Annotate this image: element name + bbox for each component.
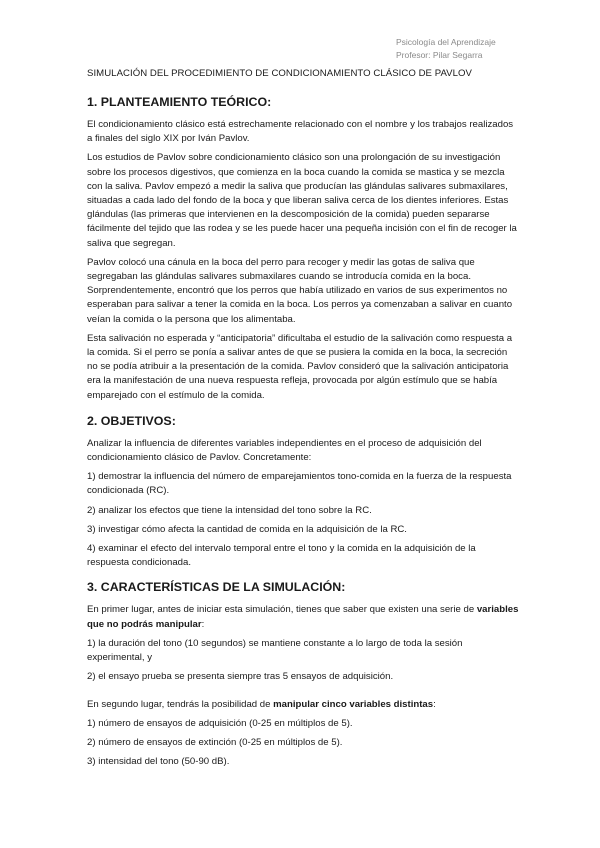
section-2-intro: Analizar la influencia de diferentes variables independientes en el proceso de adquisición del condicionamiento clásico de Pavlov. Concretamente: bbox=[87, 437, 482, 464]
section-1-heading: 1. PLANTEAMIENTO TEÓRICO: bbox=[87, 95, 272, 109]
section-2-heading: 2. OBJETIVOS: bbox=[87, 413, 176, 428]
section-3-intro-emphasis: variables que no podrás manipular bbox=[87, 604, 519, 630]
page-header bbox=[396, 36, 496, 62]
section-3-intro bbox=[87, 603, 519, 631]
variable-item: 3) intensidad del tono (50-90 dB). bbox=[87, 756, 230, 768]
section-3-second-intro bbox=[87, 698, 519, 712]
section-3-second-end: : bbox=[433, 698, 436, 710]
objective-item: 3) investigar cómo afecta la cantidad de comida en la adquisición de la RC. bbox=[87, 523, 407, 535]
objective-item: 4) examinar el efecto del intervalo temporal entre el tono y la comida en la adquisición de la respuesta condicionada. bbox=[87, 543, 476, 569]
section-1-paragraph: Los estudios de Pavlov sobre condicionamiento clásico son una prolongación de su investigación sobre los procesos digestivos, que comienza en la boca cuando la comida se mastica y se mezcla con la saliva. Pavlov empezó a medir la saliva que producían las glándulas salivares submaxilares, situadas a cada lado del fondo de la boca y que liberan saliva cerca de los dientes inferiores. Estas glándulas (las primeras que intervienen en la descomposición de la comida) pueden separarse fácilmente del tejido que las rodea y se les puede hacer una pequeña incisión con el fin de recoger la saliva que segregan. bbox=[87, 152, 517, 249]
fixed-variable-item: 2) el ensayo prueba se presenta siempre tras 5 ensayos de adquisición. bbox=[87, 671, 394, 683]
professor-name: Profesor: Pilar Segarra bbox=[396, 50, 483, 60]
variable-item: 2) número de ensayos de extinción (0-25 en múltiplos de 5). bbox=[87, 736, 343, 748]
section-1-paragraph: Esta salivación no esperada y “anticipatoria” dificultaba el estudio de la salivación como respuesta a la comida. Si el perro se ponía a salivar antes de que se pusiera la comida en la boca, la secreción no se podía atribuir a la presentación de la comida. Pavlov consideró que la salivación anticipatoria era la manifestación de una nueva respuesta refleja, provocada por algún estímulo que se había emparejado con el estímulo de la comida. bbox=[87, 332, 513, 401]
section-3-heading: 3. CARACTERÍSTICAS DE LA SIMULACIÓN: bbox=[87, 580, 346, 595]
section-1-paragraph: El condicionamiento clásico está estrechamente relacionado con el nombre y los trabajos realizados a finales del siglo XIX por Iván Pavlov. bbox=[87, 119, 514, 145]
section-3-second-emphasis: manipular cinco variables distintas bbox=[273, 698, 434, 710]
objective-item: 2) analizar los efectos que tiene la intensidad del tono sobre la RC. bbox=[87, 504, 372, 516]
document-title: SIMULACIÓN DEL PROCEDIMIENTO DE CONDICIONAMIENTO CLÁSICO DE PAVLOV bbox=[87, 68, 472, 79]
section-1-paragraph: Pavlov colocó una cánula en la boca del perro para recoger y medir las gotas de saliva que segregaban las glándulas salivares submaxilares cuando se introducía comida en la boca. Sorprendentemente, encontró que los perros que había utilizado en varios de sus experimentos no esperaban para salivar a tener la comida en la boca. Los perros ya comenzaban a salivar en cuanto veían la comida o la persona que los alimentaba. bbox=[87, 256, 513, 325]
objective-item: 1) demostrar la influencia del número de emparejamientos tono-comida en la fuerza de la respuesta condicionada (RC). bbox=[87, 471, 512, 497]
course-name: Psicología del Aprendizaje bbox=[396, 37, 496, 47]
fixed-variable-item: 1) la duración del tono (10 segundos) se mantiene constante a lo largo de toda la sesión experimental, y bbox=[87, 637, 463, 664]
section-3-intro-end: : bbox=[201, 618, 205, 630]
variable-item: 1) número de ensayos de adquisición (0-25 en múltiplos de 5). bbox=[87, 717, 353, 729]
document-body bbox=[87, 94, 519, 774]
section-3-intro-text: En primer lugar, antes de iniciar esta simulación, tienes que saber que existen una serie de bbox=[87, 604, 477, 616]
section-3-second-text: En segundo lugar, tendrás la posibilidad de bbox=[87, 698, 274, 710]
